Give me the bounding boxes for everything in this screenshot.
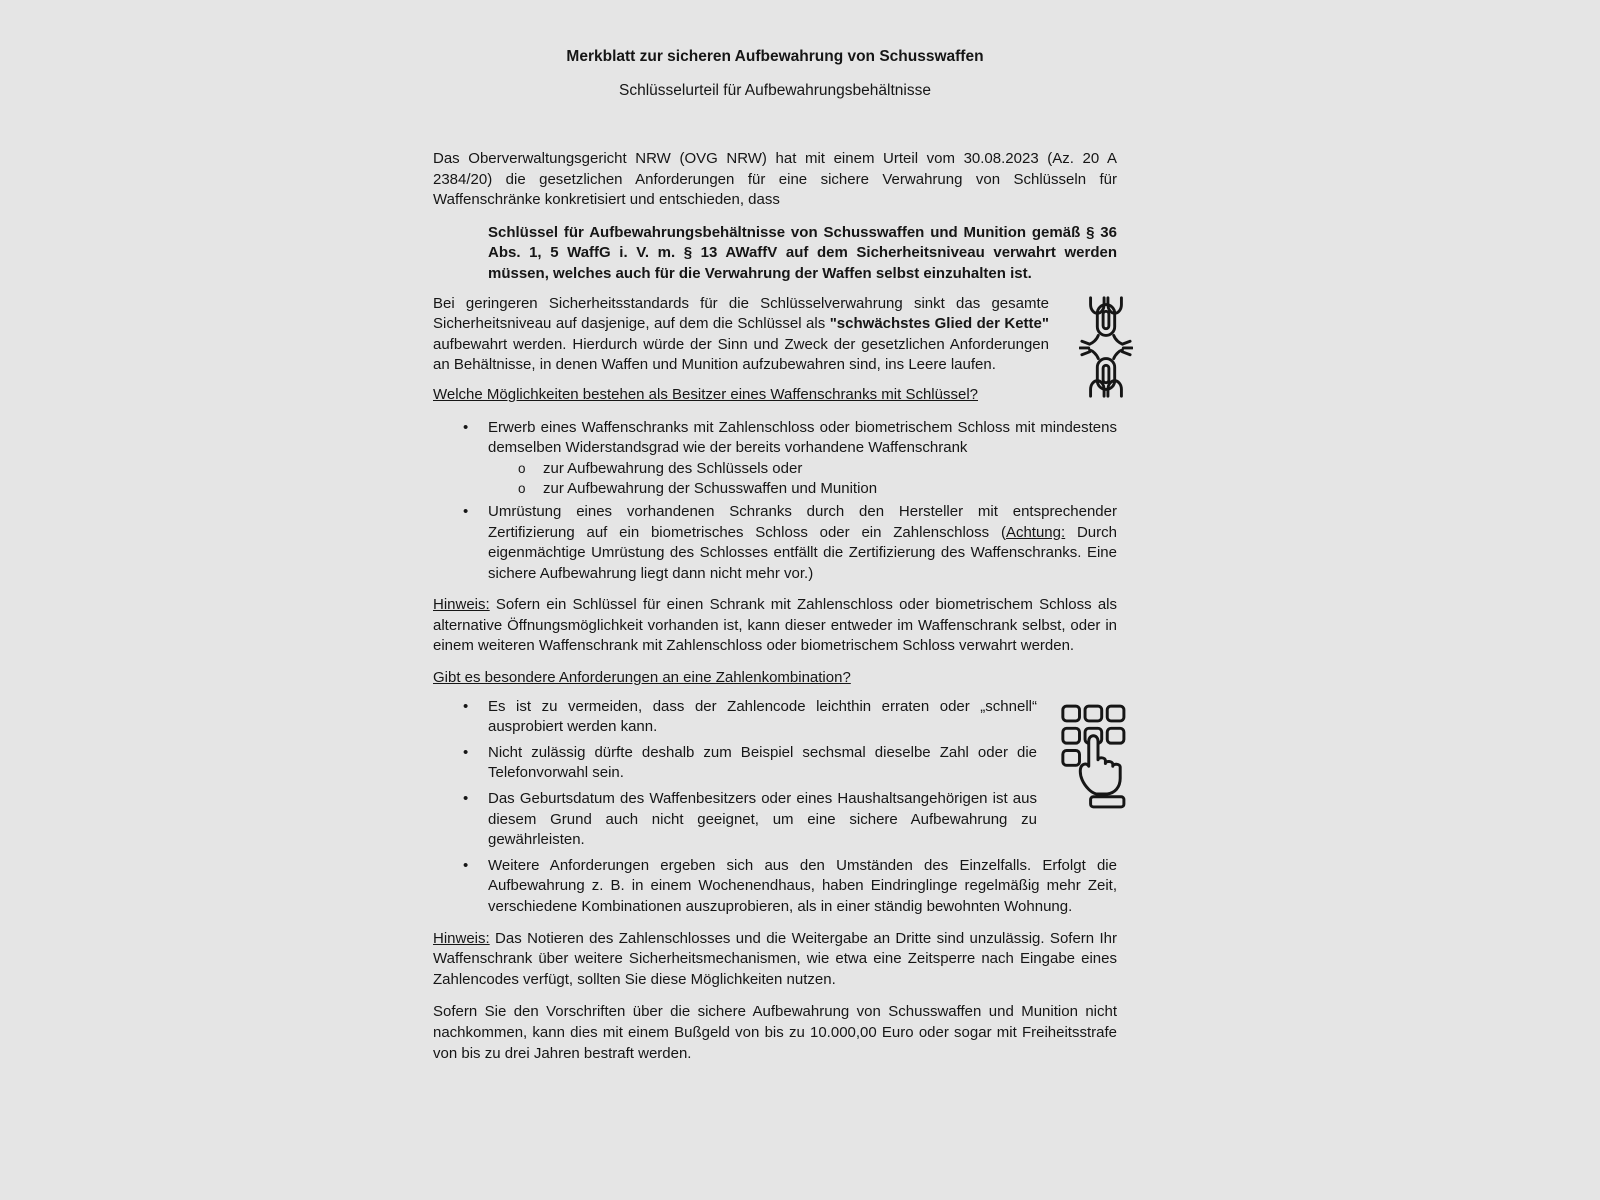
note-label: Hinweis: (433, 929, 490, 947)
note-text: Das Notieren des Zahlenschlosses und die Weitergabe an Dritte sind unzulässig. Sofern Ihr Waffenschrank über weitere Sicherheitsmechanismen, wie etwa eine Zeitsperre nach Eingabe eines Zahlencodes verfügt, sollten Sie diese Möglichkeiten nutzen. (433, 929, 1117, 988)
intro-paragraph: Das Oberverwaltungsgericht NRW (OVG NRW) hat mit einem Urteil vom 30.08.2023 (Az. 20 A 2384/20) die gesetzlichen Anforderungen für eine sichere Verwahrung von Schlüsseln für Waffenschränke konkretisiert und entschieden, dass (433, 150, 1117, 209)
closing-paragraph: Sofern Sie den Vorschriften über die sichere Aufbewahrung von Schusswaffen und Munition nicht nachkommen, kann dies mit einem Bußgeld von bis zu 10.000,00 Euro oder sogar mit Freiheitsstrafe von bis zu drei Jahren bestraft werden. (433, 1003, 1117, 1062)
page-title: Merkblatt zur sicheren Aufbewahrung von Schusswaffen (566, 48, 984, 65)
section-heading-storage-options: Welche Möglichkeiten bestehen als Besitzer eines Waffenschranks mit Schlüssel? (433, 385, 978, 403)
page-subtitle: Schlüsselurteil für Aufbewahrungsbehältnisse (619, 82, 931, 99)
list-item-text: Das Geburtsdatum des Waffenbesitzers oder eines Haushaltsangehörigen ist aus diesem Grund auch nicht geeignet, um eine sichere Aufbewahrung zu gewährleisten. (488, 790, 1037, 849)
ruling-quote: Schlüssel für Aufbewahrungsbehältnisse von Schusswaffen und Munition gemäß § 36 Abs. 1, 5 WaffG i. V. m. § 13 AWaffV auf dem Sicherheitsniveau verwahrt werden müssen, welches auch für die Verwahrung der Waffen selbst einzuhalten ist. (488, 223, 1117, 282)
sub-bullet-marker: o (518, 460, 526, 476)
document-page (433, 0, 1117, 1064)
broken-chain-icon (1079, 296, 1133, 398)
sub-list-item-text: zur Aufbewahrung des Schlüssels oder (543, 459, 803, 477)
list-item-text: Es ist zu vermeiden, dass der Zahlencode leichthin erraten oder „schnell“ ausprobiert werden kann. (488, 697, 1037, 736)
weakest-link-bold-phrase: "schwächstes Glied der Kette" (829, 315, 1050, 333)
bullet-marker: • (463, 418, 469, 436)
list-item-text: Erwerb eines Waffenschranks mit Zahlenschloss oder biometrischem Schloss mit mindestens demselben Widerstandsgrad wie der bereits vorhandene Waffenschrank (488, 418, 1117, 457)
weakest-link-text-pre: Bei geringeren Sicherheitsstandards für die Schlüsselverwahrung sinkt das gesamte Sicherheitsniveau auf dasjenige, auf dem die Schlüssel als (433, 294, 1049, 333)
sub-list-item-text: zur Aufbewahrung der Schusswaffen und Munition (543, 480, 878, 498)
list-item (433, 697, 1117, 738)
note-text: Sofern ein Schlüssel für einen Schrank mit Zahlenschloss oder biometrischem Schloss als alternative Öffnungsmöglichkeit vorhanden ist, kann dieser entweder im Waffenschrank selbst, oder in einem weiteren Waffenschrank mit Zahlenschloss oder biometrischem Schloss verwahrt werden. (433, 596, 1117, 655)
bullet-marker: • (463, 502, 469, 520)
achtung-label: Achtung: (1005, 523, 1066, 541)
storage-options-list (433, 418, 1117, 585)
section-heading-code-requirements: Gibt es besondere Anforderungen an eine Zahlenkombination? (433, 669, 851, 687)
note-label: Hinweis: (433, 596, 490, 614)
sub-list-item (433, 459, 1117, 480)
weakest-link-text-post: aufbewahrt werden. Hierdurch würde der Sinn und Zweck der gesetzlichen Anforderungen an Behältnisse, in denen Waffen und Munition aufzubewahren sind, ins Leere laufen. (433, 335, 1049, 374)
list-item (433, 789, 1117, 851)
sub-bullet-marker: o (518, 481, 526, 497)
note-code-handling (433, 929, 1117, 991)
sub-list-item (433, 479, 1117, 500)
list-item-text-post: Durch eigenmächtige Umrüstung des Schlosses entfällt die Zertifizierung des Waffenschranks. Eine sichere Aufbewahrung liegt dann nicht mehr vor.) (488, 523, 1117, 582)
list-item (433, 856, 1117, 918)
list-item (433, 418, 1117, 459)
list-item (433, 743, 1117, 784)
bullet-marker: • (463, 856, 469, 874)
code-requirements-list (433, 697, 1117, 918)
bullet-marker: • (463, 790, 469, 808)
list-item (433, 502, 1117, 584)
bullet-marker: • (463, 743, 469, 761)
list-item-text: Weitere Anforderungen ergeben sich aus den Umständen des Einzelfalls. Erfolgt die Aufbewahrung z. B. in einem Wochenendhaus, haben Eindringlinge regelmäßig mehr Zeit, verschiedene Kombinationen auszuprobieren, als in einer ständig bewohnten Wohnung. (488, 856, 1117, 915)
weakest-link-paragraph (433, 294, 1117, 376)
list-item-text: Nicht zulässig dürfte deshalb zum Beispiel sechsmal dieselbe Zahl oder die Telefonvorwahl sein. (488, 743, 1037, 782)
list-item-text-pre: Umrüstung eines vorhandenen Schranks durch den Hersteller mit entsprechender Zertifizierung auf ein biometrisches Schloss oder ein Zahlenschloss ( (488, 502, 1117, 541)
note-key-storage (433, 595, 1117, 657)
bullet-marker: • (463, 697, 469, 715)
